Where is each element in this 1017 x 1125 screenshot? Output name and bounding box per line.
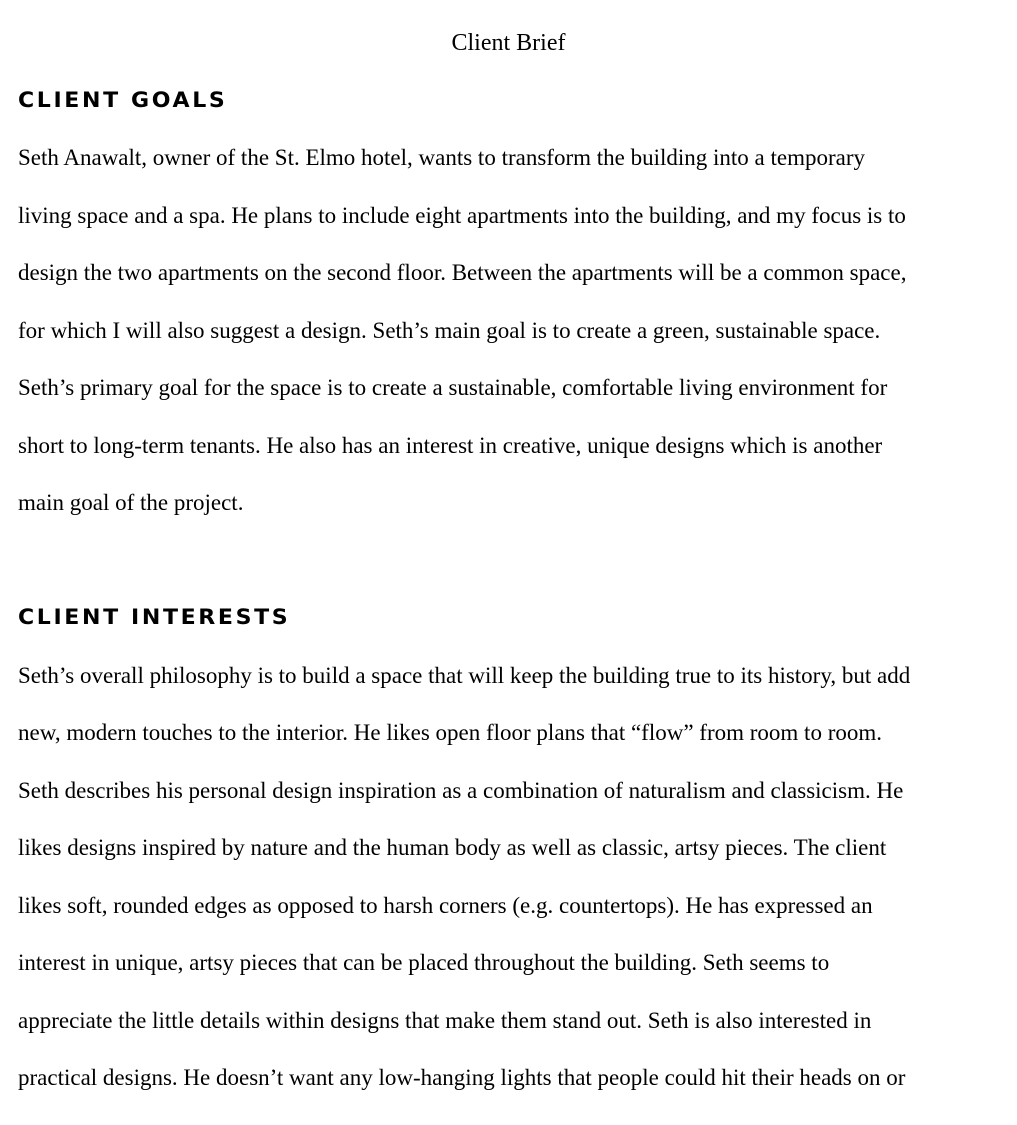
goals-line: living space and a spa. He plans to include eight apartments into the building, and my focus is to [18,203,906,228]
interests-line: new, modern touches to the interior. He likes open floor plans that “flow” from room to room. [18,720,882,745]
goals-line: short to long-term tenants. He also has an interest in creative, unique designs which is another [18,433,883,458]
goals-line: main goal of the project. [18,490,244,515]
interests-line: likes soft, rounded edges as opposed to harsh corners (e.g. countertops). He has expressed an [18,893,873,918]
interests-line: practical designs. He doesn’t want any low-hanging lights that people could hit their heads on or [18,1065,906,1090]
interests-line: likes designs inspired by nature and the human body as well as classic, artsy pieces. The client [18,835,887,860]
goals-line: for which I will also suggest a design. Seth’s main goal is to create a green, sustainable space. [18,318,881,343]
interests-line: interest in unique, artsy pieces that can be placed throughout the building. Seth seems to [18,950,830,975]
client-goals-heading: CLIENT GOALS [18,88,228,112]
interests-line: appreciate the little details within designs that make them stand out. Seth is also interested in [18,1008,872,1033]
document-title: Client Brief [451,30,566,56]
goals-line: Seth Anawalt, owner of the St. Elmo hotel, wants to transform the building into a temporary [18,145,866,170]
interests-line: Seth’s overall philosophy is to build a space that will keep the building true to its history, but add [18,663,911,688]
goals-line: design the two apartments on the second floor. Between the apartments will be a common space, [18,260,907,285]
interests-line: Seth describes his personal design inspiration as a combination of naturalism and classicism. He [18,778,904,803]
client-interests-heading: CLIENT INTERESTS [18,605,291,629]
goals-line: Seth’s primary goal for the space is to create a sustainable, comfortable living environment for [18,375,888,400]
